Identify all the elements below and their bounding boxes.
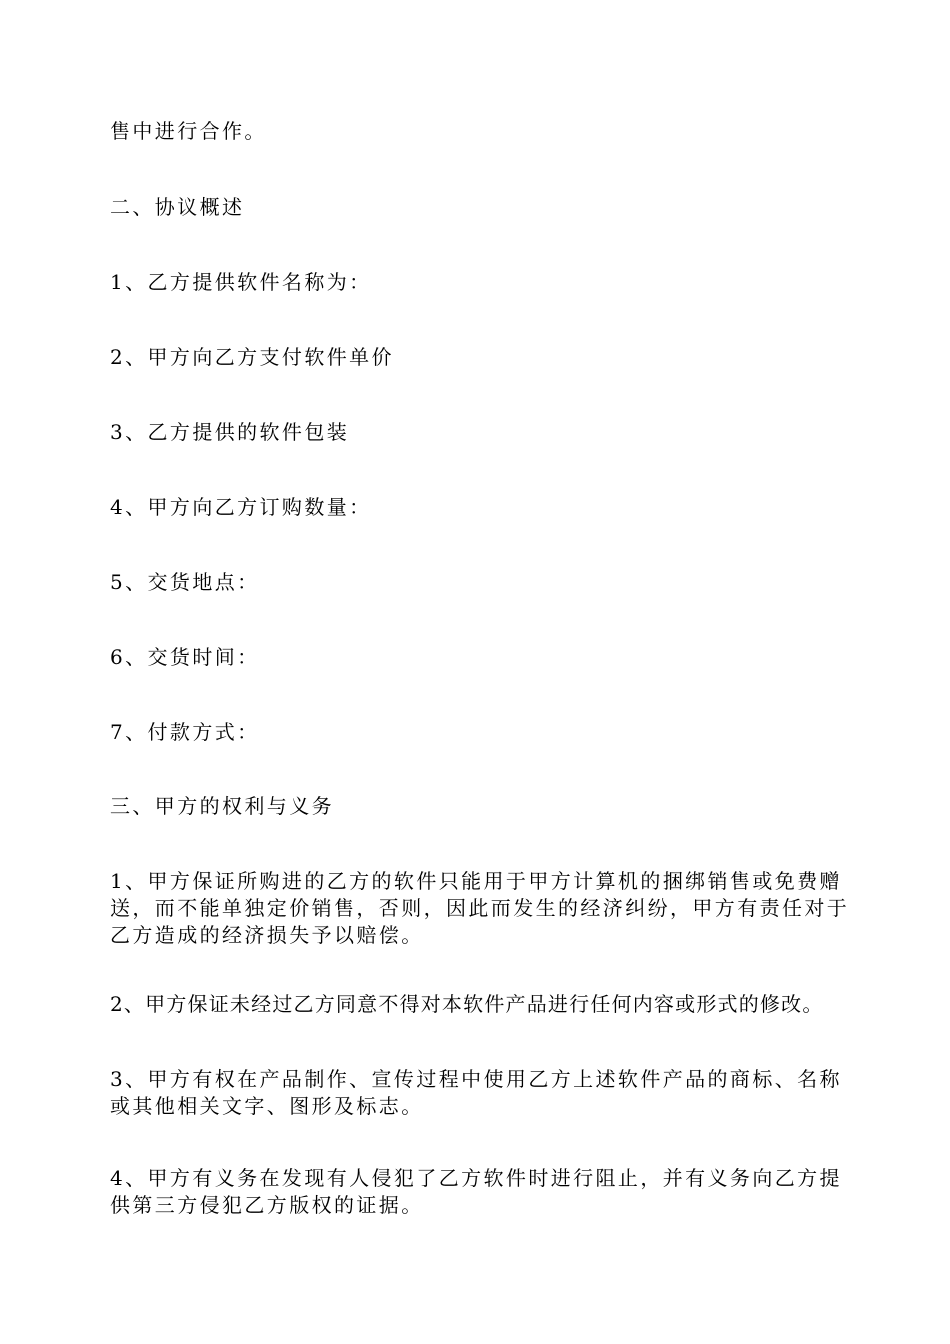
clause-3-2: 2、甲方保证未经过乙方同意不得对本软件产品进行任何内容或形式的修改。 xyxy=(110,992,824,1016)
clause-2-1: 1、乙方提供软件名称为： xyxy=(110,270,372,294)
clause-2-5: 5、交货地点： xyxy=(110,570,260,594)
clause-3-4: 4、甲方有义务在发现有人侵犯了乙方软件时进行阻止，并有义务向乙方提供第三方侵犯乙方版权的证据。 xyxy=(110,1166,842,1217)
clause-2-3: 3、乙方提供的软件包装 xyxy=(110,420,350,444)
clause-2-4: 4、甲方向乙方订购数量： xyxy=(110,495,372,519)
section-heading-3: 三、甲方的权利与义务 xyxy=(110,794,334,818)
clause-3-3: 3、甲方有权在产品制作、宣传过程中使用乙方上述软件产品的商标、名称或其他相关文字、图形及标志。 xyxy=(110,1067,842,1118)
clause-3-1: 1、甲方保证所购进的乙方的软件只能用于甲方计算机的捆绑销售或免费赠送，而不能单独定价销售，否则，因此而发生的经济纠纷，甲方有责任对于乙方造成的经济损失予以赔偿。 xyxy=(110,869,850,947)
clause-2-7: 7、付款方式： xyxy=(110,720,260,744)
clause-2-2: 2、甲方向乙方支付软件单价 xyxy=(110,345,394,369)
section-heading-2: 二、协议概述 xyxy=(110,195,245,219)
clause-2-6: 6、交货时间： xyxy=(110,645,260,669)
paragraph-continuation: 售中进行合作。 xyxy=(110,119,267,143)
